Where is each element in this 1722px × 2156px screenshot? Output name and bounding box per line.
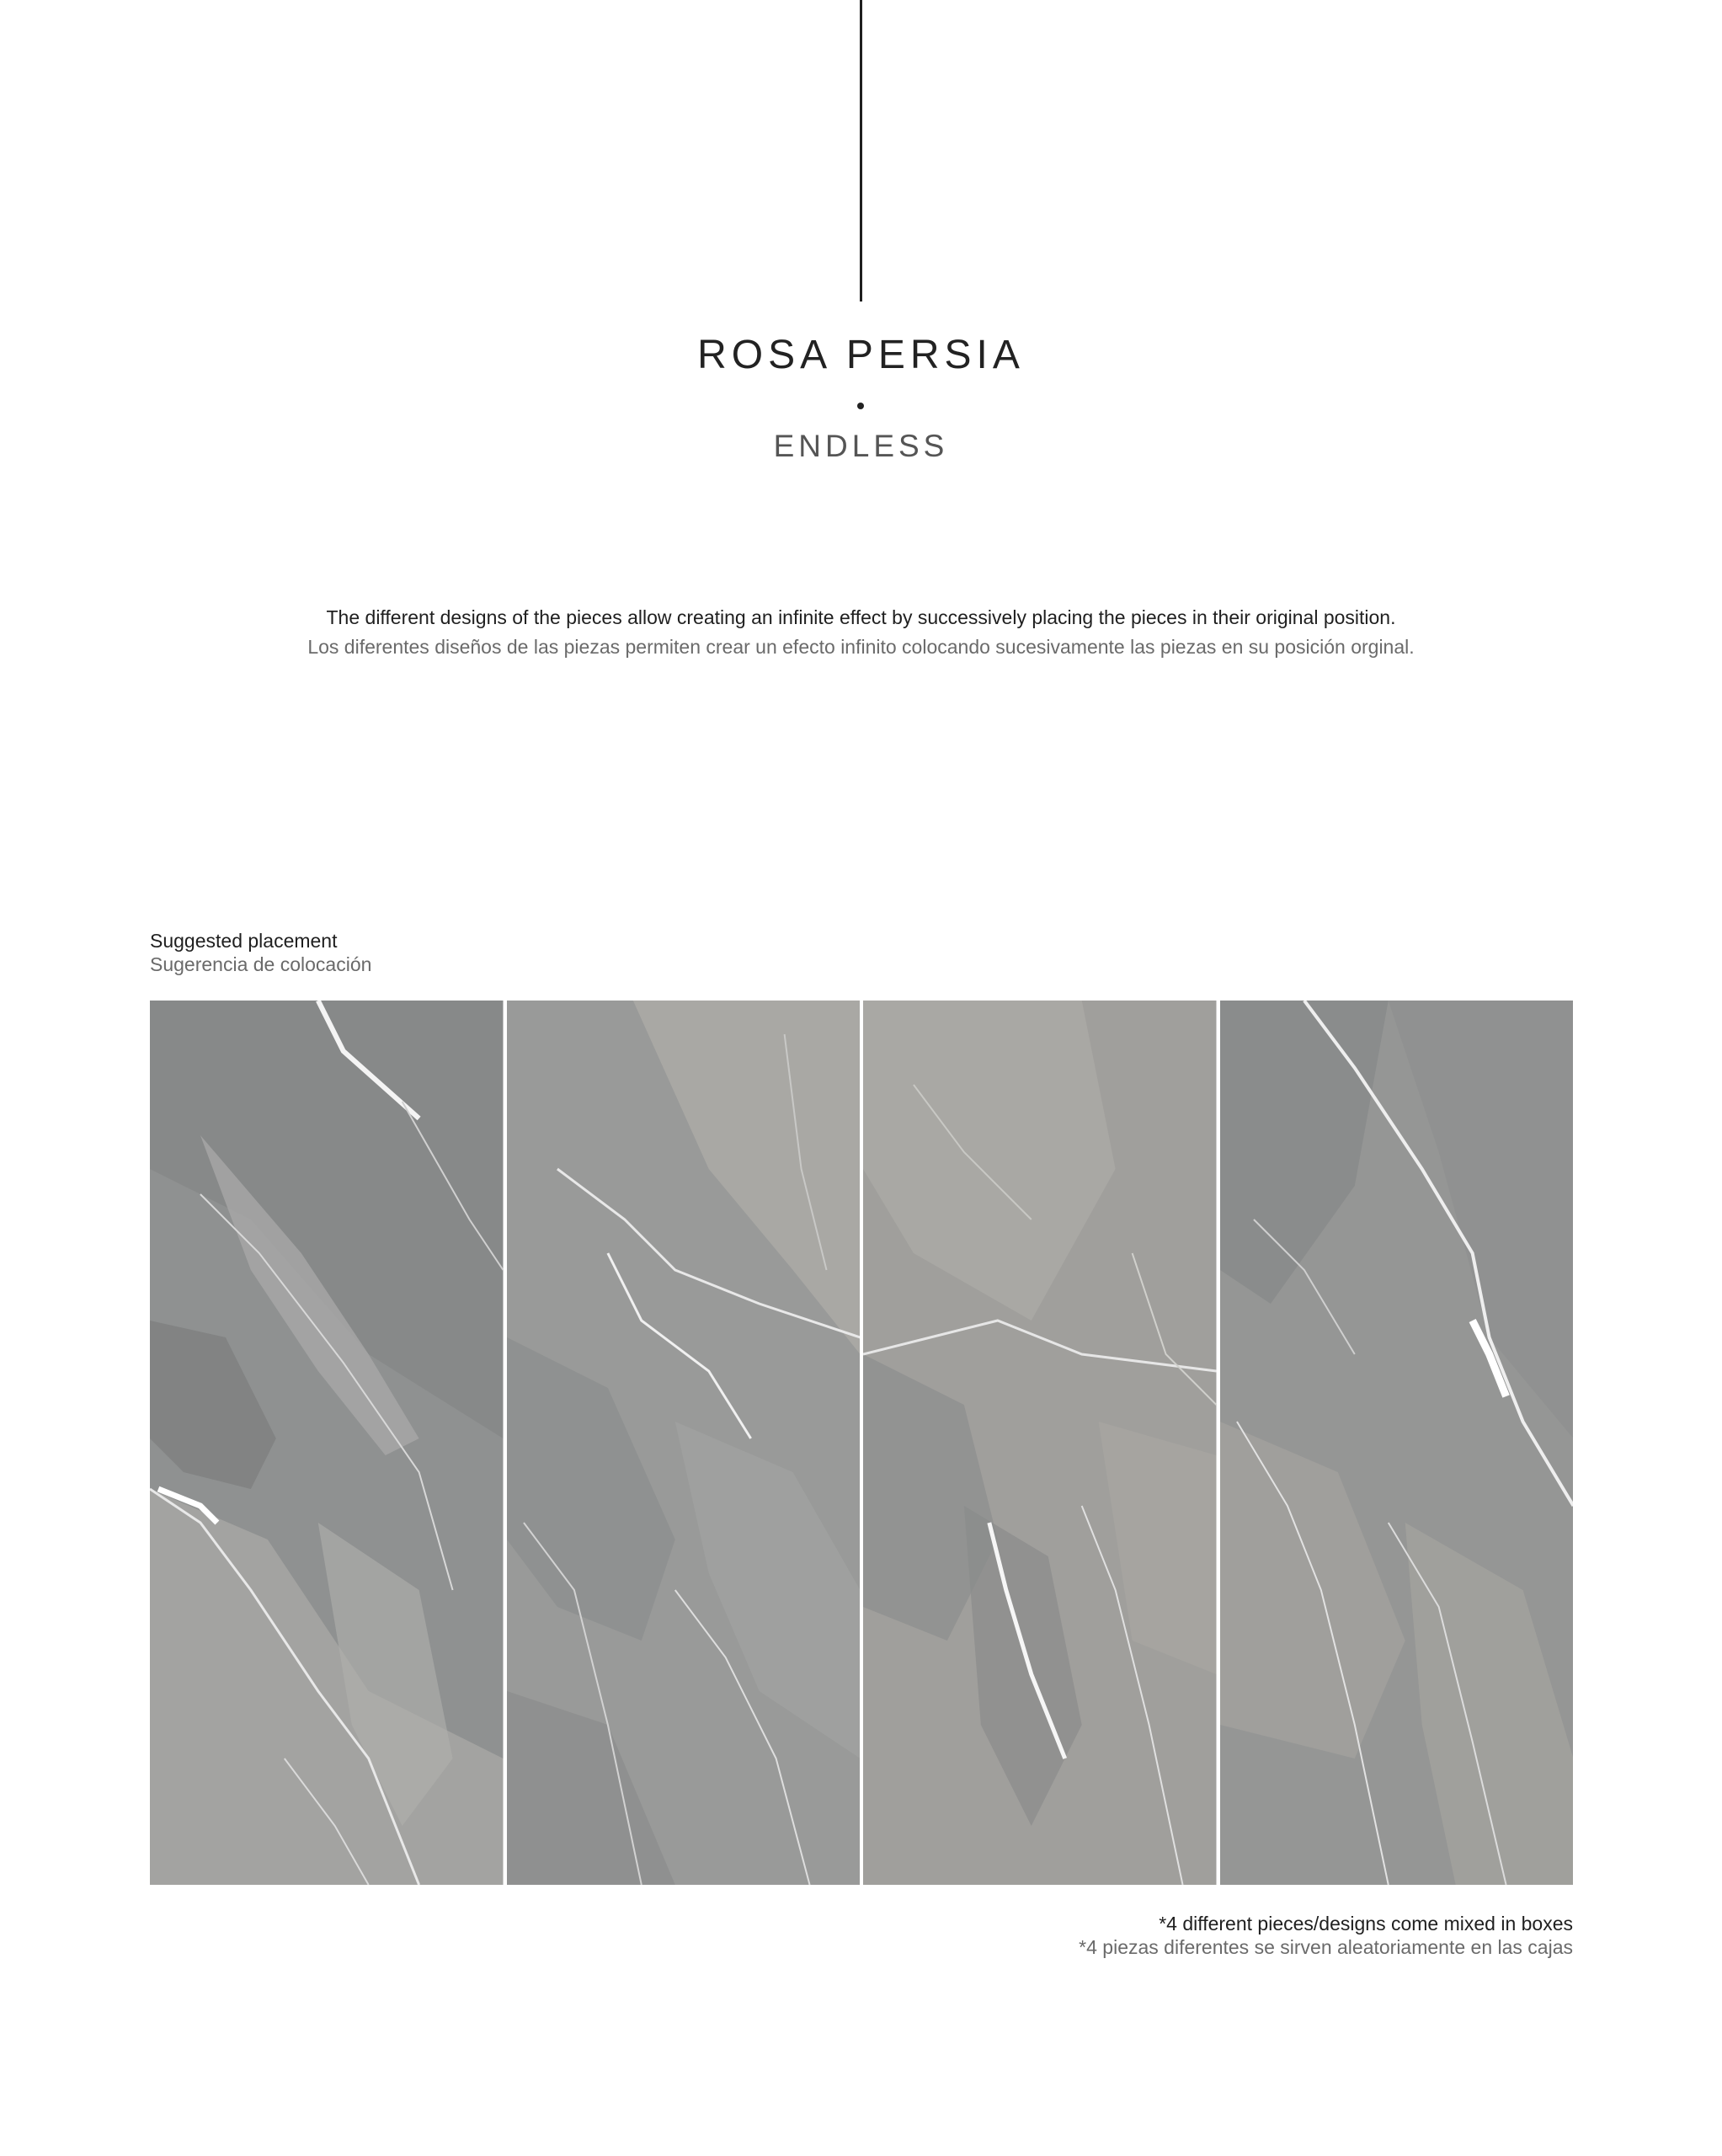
description-spanish: Los diferentes diseños de las piezas permiten crear un efecto infinito colocando sucesivamente las piezas en su posición orginal. (307, 636, 1415, 658)
placement-label-spanish: Sugerencia de colocación (150, 953, 372, 975)
boxes-note-english: *4 different pieces/designs come mixed in boxes (1159, 1913, 1573, 1935)
marble-tile-4-texture (1220, 1001, 1574, 1885)
marble-tile-3 (863, 1001, 1217, 1885)
separator-dot (857, 403, 864, 409)
marble-tile-2-texture (507, 1001, 861, 1885)
marble-tile-2 (507, 1001, 861, 1885)
marble-tile-1-texture (150, 1001, 504, 1885)
placement-label-english: Suggested placement (150, 930, 338, 952)
collection-subtitle: ENDLESS (773, 429, 949, 463)
collection-title: ROSA PERSIA (697, 333, 1025, 377)
description-english: The different designs of the pieces allow creating an infinite effect by successively placing the pieces in their original position. (326, 606, 1396, 628)
marble-tiles-layout (150, 1001, 1573, 1885)
marble-tile-3-texture (863, 1001, 1217, 1885)
boxes-note-spanish: *4 piezas diferentes se sirven aleatoriamente en las cajas (1079, 1936, 1573, 1958)
marble-tile-4 (1220, 1001, 1574, 1885)
vertical-divider-line (860, 0, 862, 302)
marble-tile-1 (150, 1001, 504, 1885)
